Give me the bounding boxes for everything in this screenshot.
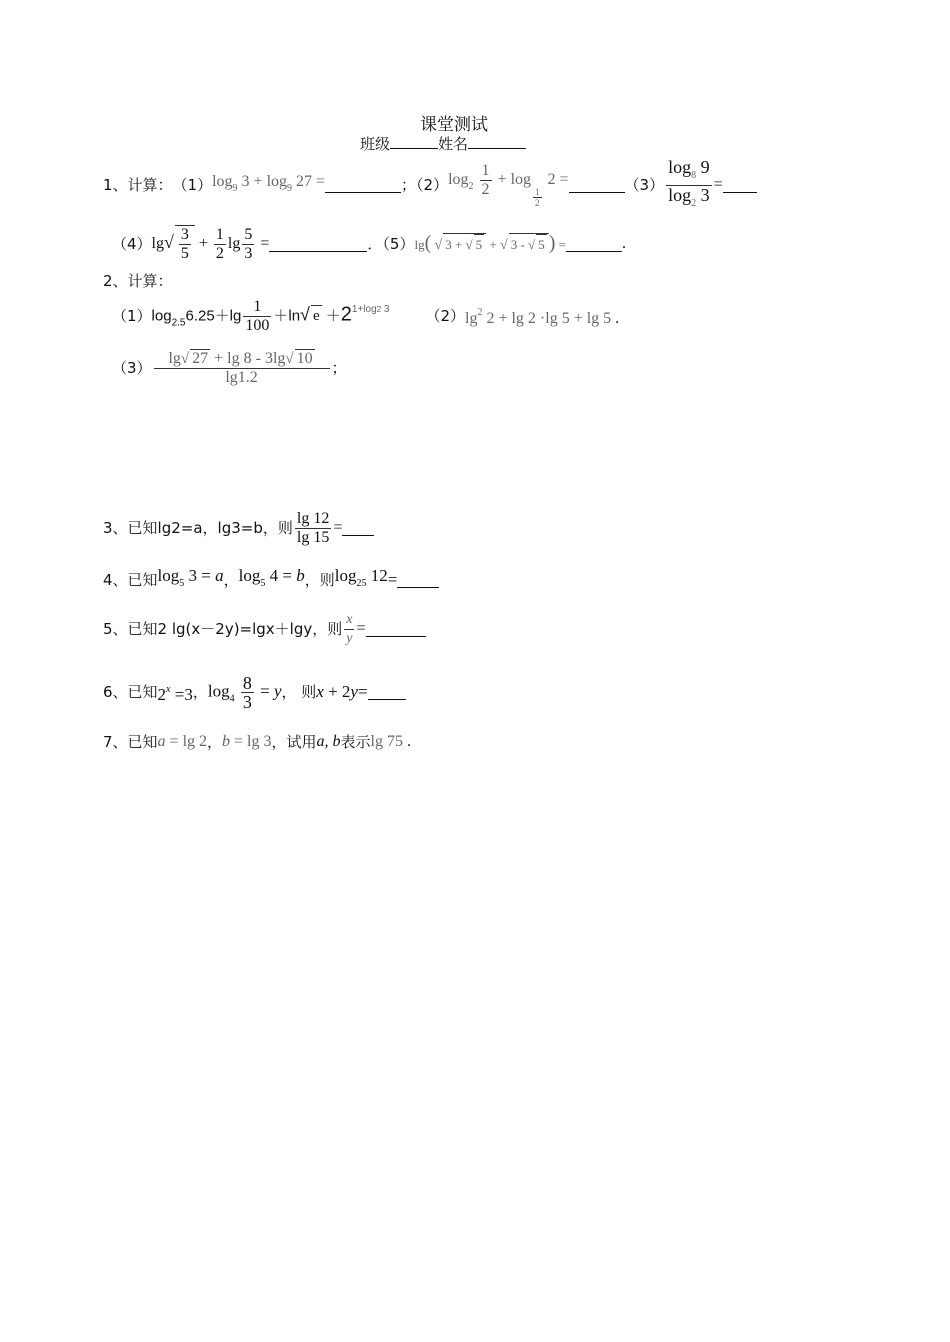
q1-part3-expr: $\frac{\log_8 9}{\log_2 3}$ = [664, 158, 723, 213]
q5-eq: = [356, 620, 366, 637]
q2-part3-end: ； [331, 359, 347, 377]
q1-part4-expr: lg√ $\frac{3}{5}$ + $\frac{1}{2}$ lg $\frac{5}{3}$ = [151, 226, 270, 262]
question-1-row-b: （4） lg√ $\frac{3}{5}$ + $\frac{1}{2}$ lg $\frac{5}{3}$ = ．（5） lg( √ 3 + √ 5 + √ 3 - √ 5 ) = . [112, 226, 626, 262]
q1-part5-blank [566, 237, 622, 252]
question-2-label: 2、计算： [103, 272, 173, 290]
q4-blank [397, 573, 439, 588]
q1-part4-label: （4） [112, 235, 152, 253]
q6-given-x: $2^x =3$ [157, 683, 193, 704]
q7-then: ，试用 [271, 733, 317, 751]
q1-part2-label: ；（2） [401, 176, 449, 194]
class-label: 班级 [360, 135, 391, 153]
q6-label: 6、已知 [103, 683, 158, 701]
name-label: 姓名 [438, 135, 469, 153]
q7-label: 7、已知 [103, 733, 158, 751]
q5-expr: 2 lg(x－2y)=lgx＋lgy，则 [157, 620, 343, 638]
q1-part1-expr: $\log_9 3 + \log_9 27$ = [212, 172, 326, 194]
question-2-row-a [112, 294, 619, 338]
q7-given-a: a = lg 2 [157, 733, 208, 750]
q2-part2-expr: $\lg^2 2 + \lg 2 \cdot\lg$ 5 + lg 5 . [465, 307, 620, 327]
q2-part1-expr: $\log_{2.5}6.25+\lg$ $\frac{1}{100}$ ＋ln√ $e +2^{1+log2 3}$ [151, 297, 390, 334]
q6-given-y: $\log_4$ $\frac{8}{3}$ = y [207, 672, 282, 712]
q1-part5-label: ．（5） [367, 235, 415, 253]
class-blank [390, 134, 438, 149]
q3-eq: = [333, 519, 343, 536]
q2-part1-label: （1） [112, 307, 152, 325]
q5-label: 5、已知 [103, 620, 158, 638]
q4-label: 4、已知 [103, 571, 158, 589]
q6-eq: = [357, 682, 368, 701]
q1-part1-label: （1） [172, 176, 213, 194]
q7-target: lg 75 . [370, 733, 411, 750]
q7-given-b: b = lg 3 [222, 733, 272, 750]
q7-vars: a, b [316, 733, 341, 750]
question-4 [103, 567, 439, 593]
page-title: 课堂测试 [420, 115, 488, 135]
q4-then: ，则 [304, 571, 335, 589]
question-2-row-b [112, 346, 347, 390]
q3-label: 3、已知 [103, 519, 158, 537]
name-blank [468, 134, 526, 149]
q1-part4-blank [269, 237, 367, 252]
q4-eq: = [387, 570, 398, 589]
q4-given-b: $\log_5 4 = b$ [238, 566, 305, 589]
question-3 [103, 506, 374, 550]
q6-blank [368, 685, 406, 700]
q6-sep: ， [192, 683, 208, 701]
question-1-row-a [103, 156, 757, 209]
q5-fraction: $\frac{x}{y}$ [346, 611, 353, 646]
q1-part1-blank [325, 178, 401, 193]
q3-given: lg2=a，lg3=b，则 [157, 519, 293, 537]
q2-part3-label: （3） [112, 359, 152, 377]
question-5 [103, 606, 426, 652]
question-6 [103, 668, 406, 716]
q5-blank [366, 622, 426, 637]
q3-blank [342, 521, 374, 536]
q7-sep: ， [207, 733, 223, 751]
q2-part2-label: （2） [425, 307, 465, 325]
q1-part3-label: （3） [624, 176, 665, 194]
q4-given-a: $\log_5 3 = a$ [157, 566, 224, 589]
q3-fraction: $\frac{\lg 12}{\lg 15}$ [296, 509, 330, 546]
q1-part2-blank [569, 178, 625, 193]
q4-sep: ， [223, 571, 239, 589]
q1-part2-expr: $\log_2$ $\frac{1}{2}$ + log $\frac{1}{2}$ 2 = [448, 162, 569, 208]
q1-part5-expr: lg( √ 3 + √ 5 + √ 3 - √ 5 ) = [414, 231, 566, 254]
q4-target: $\log_{25} 12$ [334, 566, 388, 589]
q6-target: x + 2y [316, 682, 358, 701]
q1-part3-blank [723, 178, 757, 193]
question-7 [103, 729, 411, 755]
q2-part3-expr: $\frac{\lg√ 27 + \lg 8 - 3\lg√ 10}{\lg 1.2}$ [152, 349, 332, 387]
q7-represent: 表示 [340, 733, 371, 751]
q6-then: ， 则 [281, 683, 317, 701]
question-1-label: 1、计算： [103, 176, 173, 194]
class-name-line [360, 134, 526, 154]
